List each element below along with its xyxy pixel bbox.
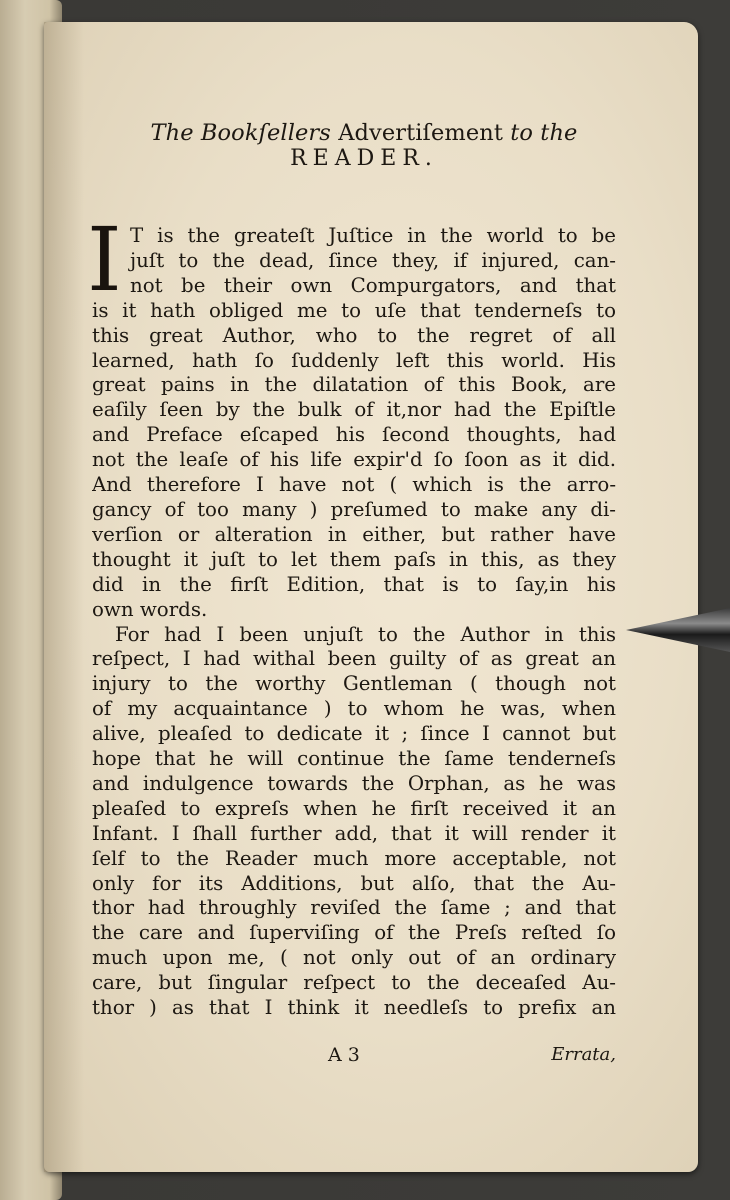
text-line: not the leaſe of his life expir'd ſo ſoon as it did. bbox=[92, 448, 616, 472]
text-line: not be their own Compurgators, and that bbox=[130, 273, 616, 297]
text-line: much upon me, ( not only out of an ordinary bbox=[92, 946, 616, 970]
drop-cap: I bbox=[87, 208, 122, 311]
text-line: and Preface eſcaped his ſecond thoughts, had bbox=[92, 423, 616, 447]
text-line: pleaſed to expreſs when he firſt received it an bbox=[92, 796, 616, 820]
text-line: gancy of too many ) preſumed to make any di- bbox=[92, 497, 616, 521]
text-line: and indulgence towards the Orphan, as he was bbox=[92, 771, 616, 795]
book-page bbox=[44, 22, 698, 1172]
text-line: the care and ſuperviſing of the Preſs reſted ſo bbox=[92, 921, 616, 945]
text-line: T is the greateſt Juſtice in the world to be bbox=[130, 224, 616, 247]
text-line: thor ) as that I think it needleſs to prefix an bbox=[92, 996, 616, 1020]
text-line: thor had throughly reviſed the ſame ; and that bbox=[92, 896, 616, 920]
text-line: eaſily ſeen by the bulk of it,nor had the Epiſtle bbox=[92, 398, 616, 422]
text-line: Infant. I ſhall further add, that it will render it bbox=[92, 821, 616, 845]
text-line: For had I been unjuſt to the Author in this bbox=[115, 622, 616, 646]
page-header bbox=[104, 120, 624, 171]
text-line: injury to the worthy Gentleman ( though not bbox=[92, 672, 616, 696]
title-roman-part: Advertiſement bbox=[338, 120, 503, 146]
text-line: alive, pleaſed to dedicate it ; ſince I cannot but bbox=[92, 722, 616, 746]
text-line: reſpect, I had withal been guilty of as great an bbox=[92, 647, 616, 671]
text-line: care, but ſingular reſpect to the deceaſed Au- bbox=[92, 971, 616, 995]
text-line: hope that he will continue the ſame tenderneſs bbox=[92, 747, 616, 771]
page-title bbox=[104, 120, 624, 146]
title-italic-part-1: The Bookſellers bbox=[150, 120, 331, 146]
signature-mark: A 3 bbox=[328, 1044, 360, 1066]
page-subtitle: READER. bbox=[290, 146, 438, 171]
text-line: thought it juſt to let them paſs in this, as they bbox=[92, 547, 616, 571]
page-gutter-shadow bbox=[44, 22, 84, 1172]
text-line: this great Author, who to the regret of all bbox=[92, 323, 616, 347]
text-line: verſion or alteration in either, but rather have bbox=[92, 522, 616, 546]
text-line: own words. bbox=[92, 597, 208, 621]
text-line: great pains in the dilatation of this Book, are bbox=[92, 373, 616, 397]
text-line: And therefore I have not ( which is the arro- bbox=[92, 473, 616, 497]
paragraph-2 bbox=[92, 623, 616, 1022]
catchword: Errata, bbox=[551, 1044, 616, 1065]
text-line: juſt to the dead, ſince they, if injured, can- bbox=[130, 248, 616, 272]
text-line: of my acquaintance ) to whom he was, when bbox=[92, 697, 616, 721]
text-line: did in the firſt Edition, that is to ſay,in his bbox=[92, 572, 616, 596]
paragraph-1 bbox=[92, 224, 616, 623]
text-line: is it hath obliged me to uſe that tenderneſs to bbox=[92, 298, 616, 322]
title-italic-part-2: to the bbox=[510, 120, 578, 146]
body-text bbox=[87, 208, 616, 1021]
text-line: ſelf to the Reader much more acceptable, not bbox=[92, 846, 616, 870]
text-line: only for its Additions, but alſo, that the Au- bbox=[92, 871, 616, 895]
text-line: learned, hath ſo ſuddenly left this world. His bbox=[92, 348, 616, 372]
